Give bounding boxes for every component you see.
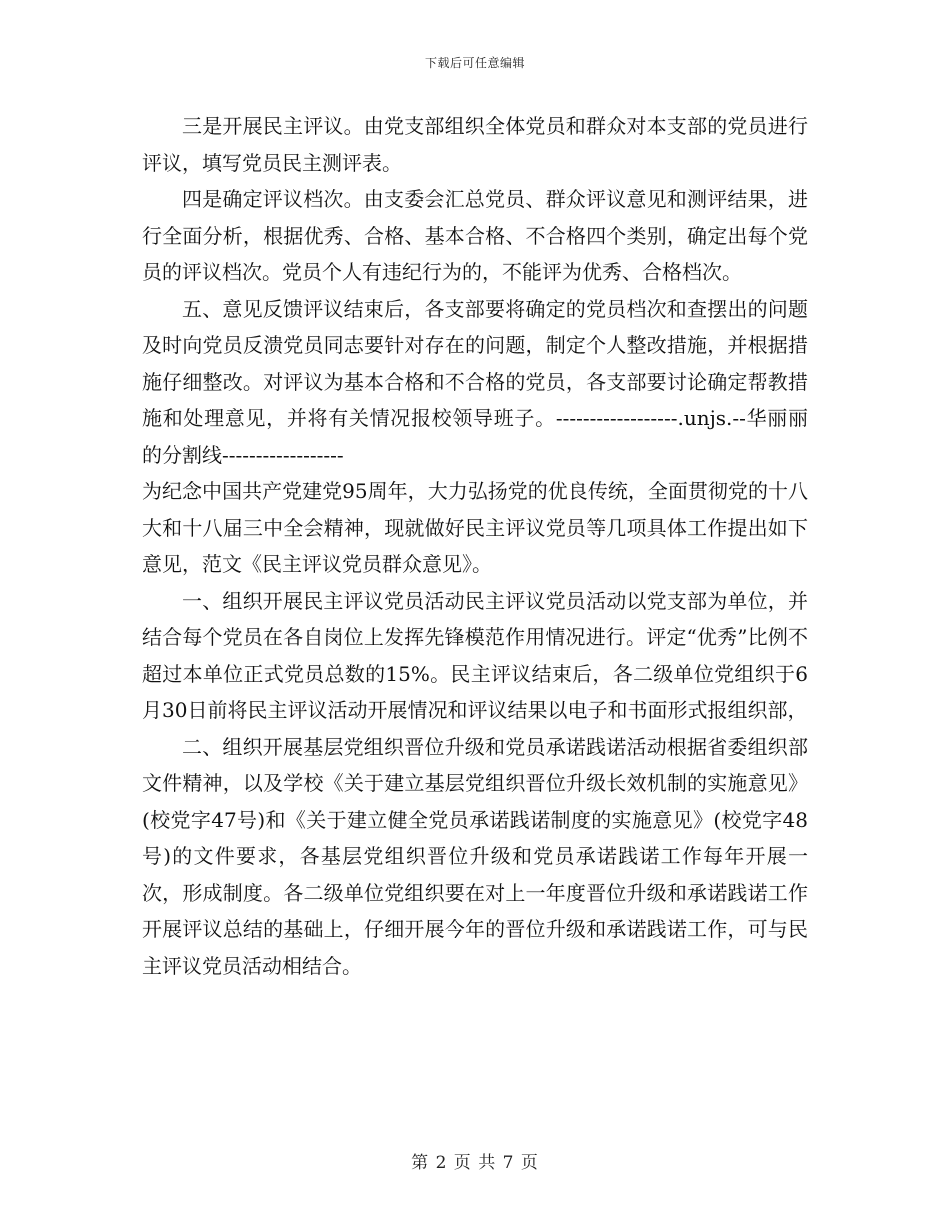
paragraph-rating-levels: 四是确定评议档次。由支委会汇总党员、群众评议意见和测评结果，进行全面分析，根据优秀、合格、基本合格、不合格四个类别，确定出每个党员的评议档次。党员个人有违纪行为的，不能评为优秀、合格档次。 [142, 187, 808, 284]
paragraph-section-one: 一、组织开展民主评议党员活动民主评议党员活动以党支部为单位，并结合每个党员在各自岗位上发挥先锋模范作用情况进行。评定“优秀”比例不超过本单位正式党员总数的15%。民主评议结束后，各二级单位党组织于6月30日前将民主评议活动开展情况和评议结果以电子和书面形式报组织部， [142, 588, 808, 722]
paragraph-section-two: 二、组织开展基层党组织晋位升级和党员承诺践诺活动根据省委组织部文件精神，以及学校《关于建立基层党组织晋位升级长效机制的实施意见》(校党字47号)和《关于建立健全党员承诺践诺制度的实施意见》(校党字48号)的文件要求，各基层党组织晋位升级和党员承诺践诺工作每年开展一次，形成制度。各二级单位党组织要在对上一年度晋位升级和承诺践诺工作开展评议总结的基础上，仔细开展今年的晋位升级和承诺践诺工作，可与民主评议党员活动相结合。 [142, 734, 808, 978]
page-header: 下载后可任意编辑 [424, 56, 525, 70]
paragraph-democratic-review: 三是开展民主评议。由党支部组织全体党员和群众对本支部的党员进行评议，填写党员民主测评表。 [142, 114, 808, 175]
page-number-footer: 第 2 页 共 7 页 [411, 1153, 539, 1173]
paragraph-feedback: 五、意见反馈评议结束后，各支部要将确定的党员档次和查摆出的问题及时向党员反溃党员同志要针对存在的问题，制定个人整改措施，并根据措施仔细整改。对评议为基本合格和不合格的党员，各支部要讨论确定帮教措施和处理意见，并将有关情况报校领导班子。------------------.unjs.--华丽丽的分割线------------------ [142, 296, 808, 467]
document-body [142, 108, 808, 984]
paragraph-anniversary: 为纪念中国共产党建党95周年，大力弘扬党的优良传统，全面贯彻党的十八大和十八届三中全会精神，现就做好民主评议党员等几项具体工作提出如下意见，范文《民主评议党员群众意见》。 [142, 479, 808, 576]
